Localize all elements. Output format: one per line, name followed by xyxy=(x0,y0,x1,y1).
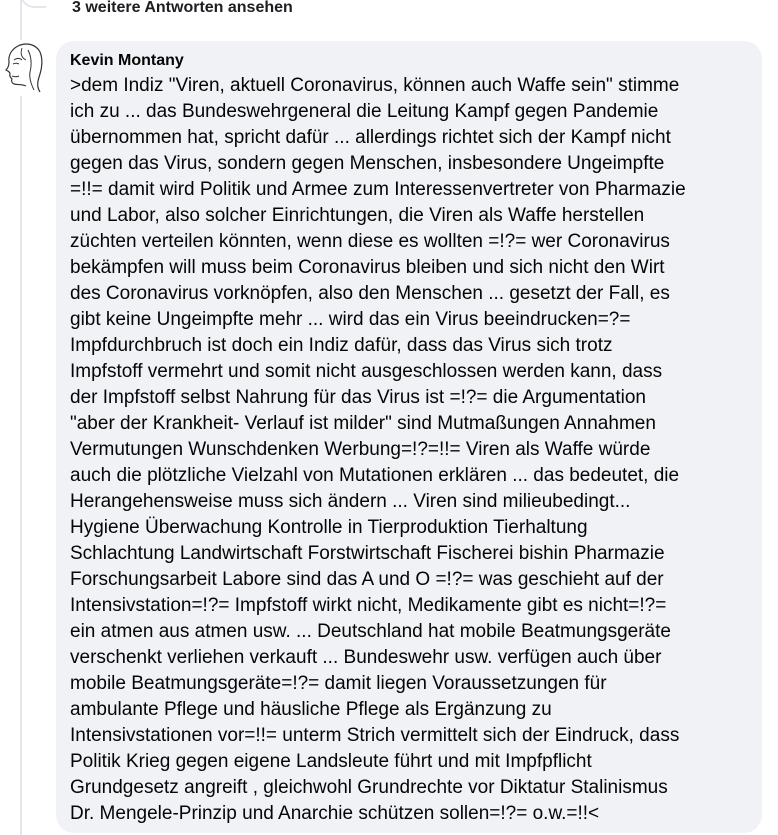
thread-connector-hook xyxy=(20,0,46,8)
avatar[interactable] xyxy=(0,40,48,96)
view-more-replies-link[interactable]: 3 weitere Antworten ansehen xyxy=(72,0,293,16)
comment-author-name[interactable]: Kevin Montany xyxy=(70,52,184,69)
thread-line xyxy=(20,0,22,835)
comment-text: >dem Indiz "Viren, aktuell Coronavirus, können auch Waffe sein" stimme ich zu ... das Bundeswehrgeneral die Leitung Kampf gegen Pandemie übernommen hat, spricht dafür ... allerdings richtet sich der Kampf nicht gegen das Virus, sondern gegen Menschen, insbesondere Ungeimpfte =!!= damit wird Politik und Armee zum Interessenvertreter von Pharmazie und Labor, also solcher Einrichtungen, die Viren als Waffe herstellen züchten verteilen könnten, wenn diese es wollten =!?= wer Coronavirus bekämpfen will muss beim Coronavirus bleiben und sich nicht den Wirt des Coronavirus vorknöpfen, also den Menschen ... gesetzt der Fall, es gibt keine Ungeimpfte mehr ... wird das ein Virus beeindrucken=?= Impfdurchbruch ist doch ein Indiz dafür, dass das Virus sich trotz Impfstoff vermehrt und somit nicht ausgeschlossen werden kann, dass der Impfstoff selbst Nahrung für das Virus ist =!?= die Argumentation "aber der Krankheit- Verlauf ist milder" sind Mutmaßungen Annahmen Vermutungen Wunschdenken Werbung=!?=!!= Viren als Waffe würde auch die plötzliche Vielzahl von Mutationen erklären ... das bedeutet, die Herangehensweise muss sich ändern ... Viren sind milieubedingt... Hygiene Überwachung Kontrolle in Tierproduktion Tierhaltung Schlachtung Landwirtschaft Forstwirtschaft Fischerei bishin Pharmazie Forschungsarbeit Labore sind das A und O =!?= was geschieht auf der Intensivstation=!?= Impfstoff wirkt nicht, Medikamente gibt es nicht=!?= ein atmen aus atmen usw. ... Deutschland hat mobile Beatmungsgeräte verschenkt verliehen verkauft ... Bundeswehr usw. verfügen auch über mobile Beatmungsgeräte=!?= damit liegen Voraussetzungen für ambulante Pflege und häusliche Pflege als Ergänzung zu Intensivstationen vor=!!= unterm Strich vermittelt sich der Eindruck, dass Politik Krieg gegen eigene Landsleute führt und mit Impfpflicht Grundgesetz angreift , gleichwohl Grundrechte vor Diktatur Stalinismus Dr. Mengele-Prinzip und Anarchie schützen sollen=!?= o.w.=!!< xyxy=(70,75,686,824)
comment-bubble xyxy=(56,41,762,833)
sketch-face-avatar-icon xyxy=(0,40,48,96)
